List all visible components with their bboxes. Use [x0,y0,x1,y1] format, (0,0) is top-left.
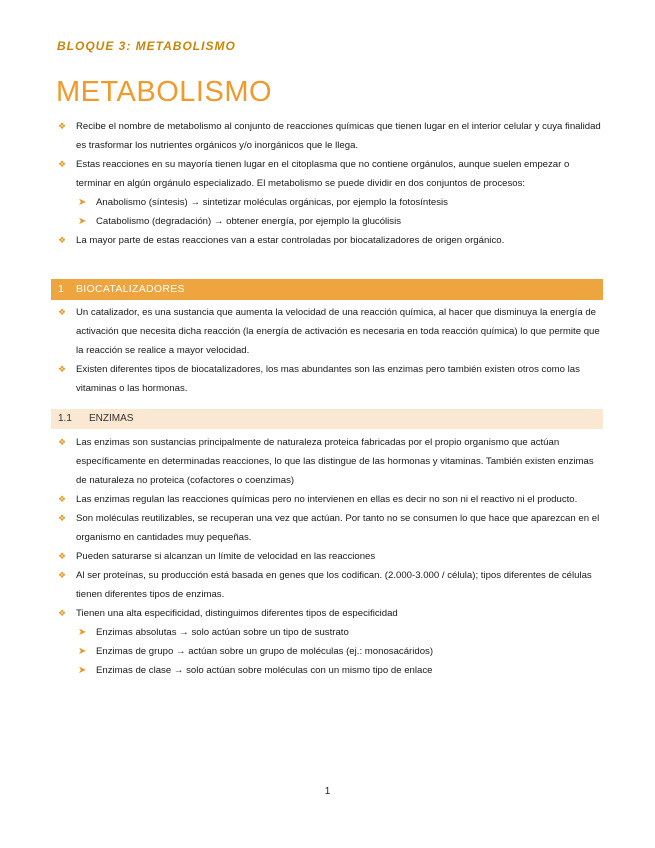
arrowhead-bullet-icon: ➤ [78,627,87,638]
diamond-bullet-icon: ❖ [58,159,67,169]
sub-list-item-text: Catabolismo (degradación) → obtener energía, por ejemplo la glucólisis [96,216,402,227]
list-item-text: Estas reacciones en su mayoría tienen lugar en el citoplasma que no contiene orgánulos, aunque suelen empezar o terminar en algún orgánulo especializado. El metabolismo se puede dividir en dos conjuntos de procesos: [76,159,570,189]
list-item-text: Son moléculas reutilizables, se recuperan una vez que actúan. Por tanto no se consumen lo que hace que aparezcan en el organismo en cantidades muy pequeñas. [76,513,600,543]
sub-list-item-text: Enzimas absolutas → solo actúan sobre un tipo de sustrato [96,627,349,638]
diamond-bullet-icon: ❖ [58,121,67,131]
page-number: 1 [324,786,331,797]
section-heading-biocatalizadores [51,279,603,300]
sub-list-item [56,661,606,680]
list-item [56,547,606,566]
diamond-bullet-icon: ❖ [58,235,67,245]
list-item-text: Las enzimas son sustancias principalmente de naturaleza proteica fabricadas por el propio organismo que actúan específicamente en determinadas reacciones, lo que las distingue de las hormonas y vitaminas. También existen enzimas de naturaleza no proteica (cofactores o coenzimas) [76,437,594,486]
list-item-text: La mayor parte de estas reacciones van a estar controladas por biocatalizadores de origen orgánico. [76,235,505,246]
diamond-bullet-icon: ❖ [58,437,67,447]
subsection-heading-text: ENZIMAS [89,413,134,424]
diamond-bullet-icon: ❖ [58,608,67,618]
list-item [56,566,606,604]
list-item [56,360,606,398]
list-item-text: Existen diferentes tipos de biocatalizadores, los mas abundantes son las enzimas pero también existen otros como las vitaminas o las hormonas. [76,364,580,394]
arrowhead-bullet-icon: ➤ [78,197,87,208]
section-number: 1 [58,283,64,295]
intro-list [56,117,606,250]
list-item-text: Recibe el nombre de metabolismo al conjunto de reacciones químicas que tienen lugar en el interior celular y cuya finalidad es trasformar los nutrientes orgánicos y/o inorgánicos que le llega. [76,121,601,151]
list-item [56,155,606,193]
list-item-text: Al ser proteínas, su producción está basada en genes que los codifican. (2.000-3.000 / célula); tipos diferentes de células tienen diferentes tipos de enzimas. [76,570,592,600]
list-item-text: Un catalizador, es una sustancia que aumenta la velocidad de una reacción química, al hacer que disminuya la energía de activación que necesita dicha reacción (la energía de activación es necesaria en toda reacción química) lo que permite que la reacción se realice a mayor velocidad. [76,307,600,356]
list-item-text: Tienen una alta especificidad, distinguimos diferentes tipos de especificidad [76,608,398,619]
list-item [56,231,606,250]
section1-list [56,303,606,398]
section11-list [56,433,606,680]
list-item [56,303,606,360]
diamond-bullet-icon: ❖ [58,494,67,504]
running-header: BLOQUE 3: METABOLISMO [57,39,236,53]
diamond-bullet-icon: ❖ [58,551,67,561]
sub-list-item [56,212,606,231]
sub-list-item-text: Enzimas de clase → solo actúan sobre moléculas con un mismo tipo de enlace [96,665,433,676]
diamond-bullet-icon: ❖ [58,513,67,523]
arrowhead-bullet-icon: ➤ [78,216,87,227]
sub-list-item-text: Enzimas de grupo → actúan sobre un grupo de moléculas (ej.: monosacáridos) [96,646,434,657]
diamond-bullet-icon: ❖ [58,307,67,317]
sub-list-item-text: Anabolismo (síntesis) → sintetizar moléculas orgánicas, por ejemplo la fotosíntesis [96,197,448,208]
diamond-bullet-icon: ❖ [58,570,67,580]
sub-list-item [56,193,606,212]
arrowhead-bullet-icon: ➤ [78,665,87,676]
arrowhead-bullet-icon: ➤ [78,646,87,657]
page-title: METABOLISMO [56,76,273,108]
list-item [56,509,606,547]
sub-list-item [56,642,606,661]
diamond-bullet-icon: ❖ [58,364,67,374]
list-item [56,490,606,509]
list-item-text: Pueden saturarse si alcanzan un límite de velocidad en las reacciones [76,551,376,562]
sub-list-item [56,623,606,642]
list-item [56,604,606,623]
section-heading-text: BIOCATALIZADORES [76,283,185,295]
subsection-heading-enzimas [51,409,603,429]
subsection-number: 1.1 [58,413,72,424]
list-item [56,433,606,490]
list-item [56,117,606,155]
list-item-text: Las enzimas regulan las reacciones químicas pero no intervienen en ellas es decir no son ni el reactivo ni el producto. [76,494,578,505]
